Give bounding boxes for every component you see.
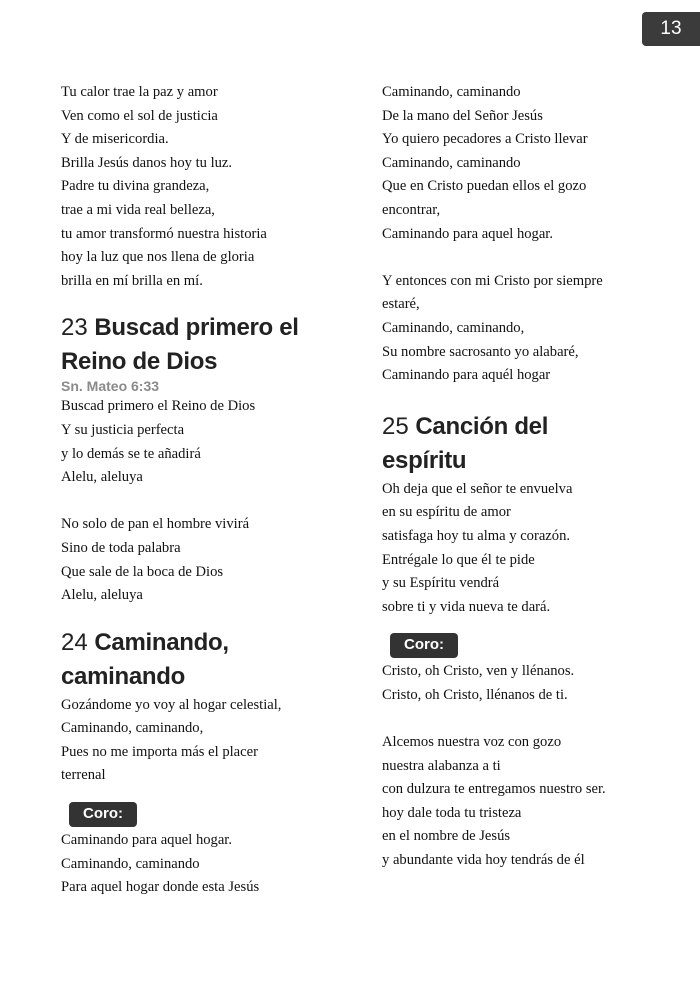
song-24-continued-2	[382, 270, 682, 388]
lyric-line: Oh deja que el señor te envuelva	[382, 480, 573, 497]
left-column	[61, 81, 361, 900]
lyric-line: De la mano del Señor Jesús	[382, 107, 543, 124]
right-column	[382, 81, 682, 873]
lyric-line: satisfaga hoy tu alma y corazón.	[382, 527, 571, 544]
lyric-line: Caminando, caminando	[382, 84, 521, 100]
coro-badge: Coro:	[390, 633, 458, 658]
lyric-line: Pues no me importa más el placer	[61, 743, 258, 760]
lyric-line: terrenal	[61, 767, 106, 784]
song-23-verse-2	[61, 513, 361, 607]
song-23-title	[61, 311, 361, 379]
lyric-line: estaré,	[382, 296, 420, 313]
song-number: 24	[61, 628, 88, 656]
lyric-line: Caminando, caminando,	[61, 720, 204, 737]
lyric-line: Que sale de la boca de Dios	[61, 563, 224, 580]
lyric-line: hoy dale toda tu tristeza	[382, 804, 522, 821]
lyric-line: Caminando para aquel hogar.	[382, 225, 554, 242]
lyric-line: Brilla Jesús danos hoy tu luz.	[61, 154, 233, 171]
lyric-line: Yo quiero pecadores a Cristo llevar	[382, 131, 588, 148]
lyric-line: Caminando para aquel hogar.	[61, 832, 233, 849]
song-23-reference: Sn. Mateo 6:33	[61, 378, 160, 395]
song-title-line1: Canción del	[415, 412, 549, 440]
lyric-line: Caminando, caminando	[382, 154, 521, 171]
song-25-verse-2	[382, 731, 682, 873]
lyric-line: brilla en mí brilla en mí.	[61, 272, 203, 289]
lyric-line: Buscad primero el Reino de Dios	[61, 398, 256, 415]
lyric-line: Que en Cristo puedan ellos el gozo	[382, 178, 587, 195]
lyric-line: Entrégale lo que él te pide	[382, 551, 535, 568]
lyric-line: en el nombre de Jesús	[382, 828, 511, 845]
lyric-line: Gozándome yo voy al hogar celestial,	[61, 696, 282, 713]
song-24-title	[61, 626, 361, 694]
lyric-line: nuestra alabanza a ti	[382, 757, 501, 774]
lyric-line: con dulzura te entregamos nuestro ser.	[382, 781, 606, 798]
page-number: 13	[642, 12, 700, 46]
coro-badge: Coro:	[69, 802, 137, 827]
song-24-coro	[61, 829, 361, 900]
intro-verse	[61, 81, 361, 293]
lyric-line: Caminando para aquél hogar	[382, 367, 551, 384]
lyric-line: Y su justicia perfecta	[61, 421, 185, 438]
lyric-line: Caminando, caminando	[61, 855, 200, 872]
lyric-line: Y entonces con mi Cristo por siempre	[382, 272, 603, 289]
song-title-line2: espíritu	[382, 446, 467, 474]
lyric-line: Ven como el sol de justicia	[61, 107, 218, 124]
song-title-line1: Caminando,	[94, 628, 229, 656]
lyric-line: tu amor transformó nuestra historia	[61, 225, 267, 242]
lyric-line: Alelu, aleluya	[61, 587, 143, 604]
song-title-line2: caminando	[61, 662, 185, 690]
lyric-line: hoy la luz que nos llena de gloria	[61, 249, 255, 266]
song-25-verse-1	[382, 478, 682, 620]
lyric-line: Tu calor trae la paz y amor	[61, 84, 218, 100]
song-title-line2: Reino de Dios	[61, 348, 218, 376]
lyric-line: Caminando, caminando,	[382, 319, 525, 336]
lyric-line: trae a mi vida real belleza,	[61, 201, 215, 218]
song-24-continued-1	[382, 81, 682, 246]
lyric-line: Cristo, oh Cristo, llénanos de ti.	[382, 686, 568, 703]
lyric-line: Alelu, aleluya	[61, 469, 143, 486]
song-23-verse-1	[61, 395, 361, 489]
lyric-line: y su Espíritu vendrá	[382, 575, 500, 592]
lyric-line: en su espíritu de amor	[382, 504, 511, 521]
lyric-line: Para aquel hogar donde esta Jesús	[61, 879, 260, 896]
lyric-line: Alcemos nuestra voz con gozo	[382, 734, 562, 751]
lyric-line: y lo demás se te añadirá	[61, 445, 201, 462]
lyric-line: Padre tu divina grandeza,	[61, 178, 210, 195]
lyric-line: encontrar,	[382, 201, 441, 218]
song-number: 25	[382, 412, 409, 440]
lyric-line: sobre ti y vida nueva te dará.	[382, 598, 551, 615]
song-25-coro	[382, 660, 682, 707]
lyric-line: Cristo, oh Cristo, ven y llénanos.	[382, 663, 575, 680]
song-number: 23	[61, 314, 88, 342]
lyric-line: No solo de pan el hombre vivirá	[61, 516, 250, 533]
lyric-line: Sino de toda palabra	[61, 539, 181, 556]
lyric-line: y abundante vida hoy tendrás de él	[382, 852, 585, 869]
song-25-title	[382, 410, 682, 478]
song-title-line1: Buscad primero el	[94, 314, 299, 342]
lyric-line: Su nombre sacrosanto yo alabaré,	[382, 343, 579, 360]
song-24-verse-1	[61, 694, 361, 788]
lyric-line: Y de misericordia.	[61, 131, 169, 148]
